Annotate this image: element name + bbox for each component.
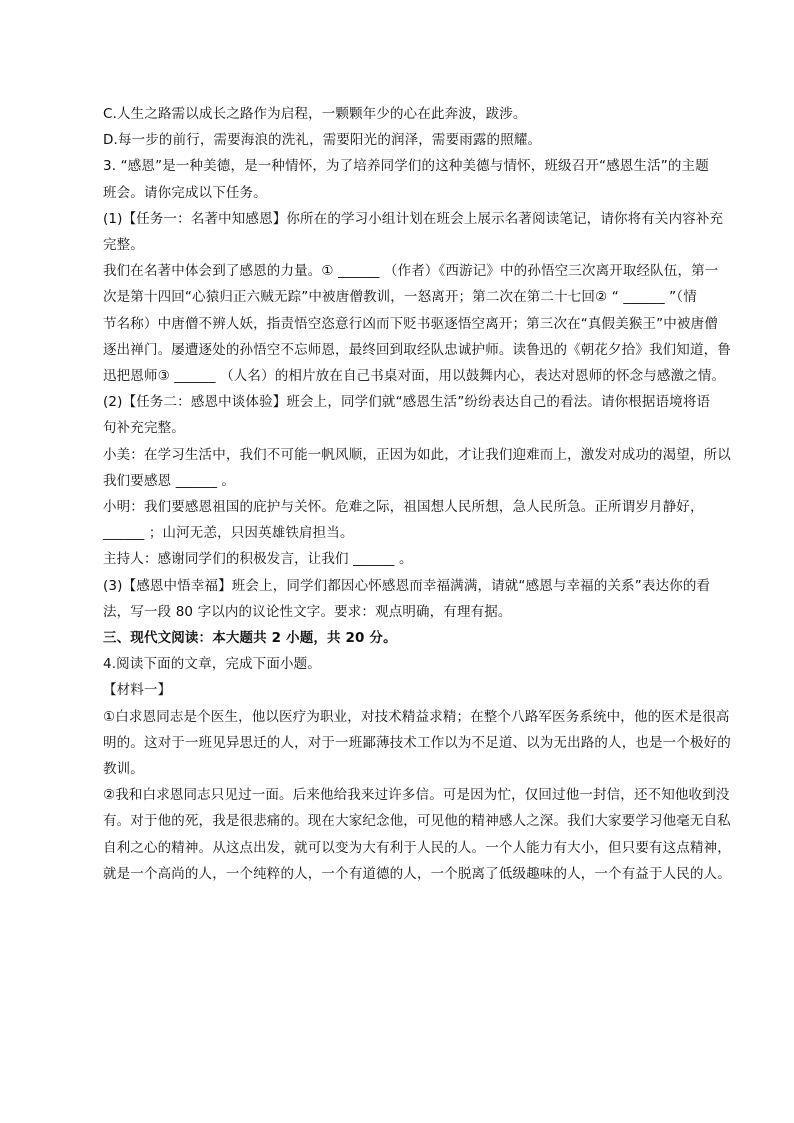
text-line: 小美：在学习生活中，我们不可能一帆风顺，正因为如此，才让我们迎难而上，激发对成功的渴望，所以 [103, 446, 731, 463]
text-line: (1)【任务一：名著中知感恩】你所在的学习小组计划在班会上展示名著阅读笔记，请你将有关内容补充 [103, 210, 724, 227]
text-line: ______ ；山河无恙，只因英雄铁肩担当。 [103, 525, 354, 542]
text-line: (2)【任务二：感恩中谈体验】班会上，同学们就“感恩生活”纷纷表达自己的看法。请你根据语境将语 [103, 394, 711, 411]
text-line: 就是一个高尚的人，一个纯粹的人，一个有道德的人，一个脱离了低级趣味的人，一个有益于人民的人。 [103, 865, 731, 882]
text-line: 法，写一段 80 字以内的议论性文字。要求：观点明确，有理有据。 [103, 603, 512, 620]
text-line: 明的。这对于一班见异思迁的人，对于一班鄙薄技术工作以为不足道、以为无出路的人，也是一个极好的 [103, 734, 731, 751]
text-line: 句补充完整。 [103, 420, 185, 437]
text-line: 我们在名著中体会到了感恩的力量。① ______ （作者）《西游记》中的孙悟空三次离开取经队伍，第一 [103, 263, 719, 280]
text-line: C.人生之路需以成长之路作为启程，一颗颗年少的心在此奔波，跋涉。 [103, 106, 527, 122]
text-line: 次是第十四回“心猿归正六贼无踪”中被唐僧教训，一怒离开；第二次在第二十七回② “ ______ ”（情 [103, 289, 697, 306]
text-line: 小明：我们要感恩祖国的庇护与关怀。危难之际，祖国想人民所想，急人民所急。正所谓岁月静好， [103, 499, 704, 516]
document-body [103, 101, 731, 887]
text-line: ①白求恩同志是个医生，他以医疗为职业，对技术精益求精；在整个八路军医务系统中，他的医术是很高 [103, 708, 730, 725]
text-line: D.每一步的前行，需要海浪的洗礼，需要阳光的润泽，需要雨露的照耀。 [103, 132, 542, 149]
text-line: 迅把恩师③ ______ （人名）的相片放在自己书桌对面，用以鼓舞内心，表达对恩师的怀念与感激之情。 [103, 368, 726, 385]
text-line: 教训。 [103, 761, 144, 778]
text-line: 班会。请你完成以下任务。 [103, 184, 267, 201]
text-line: ②我和白求恩同志只见过一面。后来他给我来过许多信。可是因为忙，仅回过他一封信，还不知他收到没 [103, 787, 730, 804]
text-line: 3. “感恩”是一种美德，是一种情怀，为了培养同学们的这种美德与情怀，班级召开“感恩生活”的主题 [103, 158, 709, 175]
section-heading: 三、现代文阅读：本大题共 2 小题，共 20 分。 [103, 630, 397, 647]
text-line: (3)【感恩中悟幸福】班会上，同学们都因心怀感恩而幸福满满，请就“感恩与幸福的关系”表达你的看 [103, 577, 711, 594]
text-line: 主持人：感谢同学们的积极发言，让我们 ______ 。 [103, 551, 413, 568]
text-line: 完整。 [103, 237, 144, 254]
text-line: 【材料一】 [103, 682, 172, 699]
text-line: 逐出禅门。屡遭逐处的孙悟空不忘师恩，最终回到取经队忠诚护师。读鲁迅的《朝花夕拾》我们知道，鲁 [103, 341, 731, 358]
text-line: 我们要感恩 ______ 。 [103, 472, 236, 489]
text-line: 4.阅读下面的文章，完成下面小题。 [103, 656, 321, 673]
text-line: 有。对于他的死，我是很悲痛的。现在大家纪念他，可见他的精神感人之深。我们大家要学习他毫无自私 [103, 813, 731, 830]
text-line: 自利之心的精神。从这点出发，就可以变为大有利于人民的人。一个人能力有大小，但只要有这点精神， [103, 839, 731, 856]
text-line: 节名称）中唐僧不辨人妖，指责悟空恣意行凶而下贬书驱逐悟空离开；第三次在“真假美猴王”中被唐僧 [103, 315, 718, 332]
